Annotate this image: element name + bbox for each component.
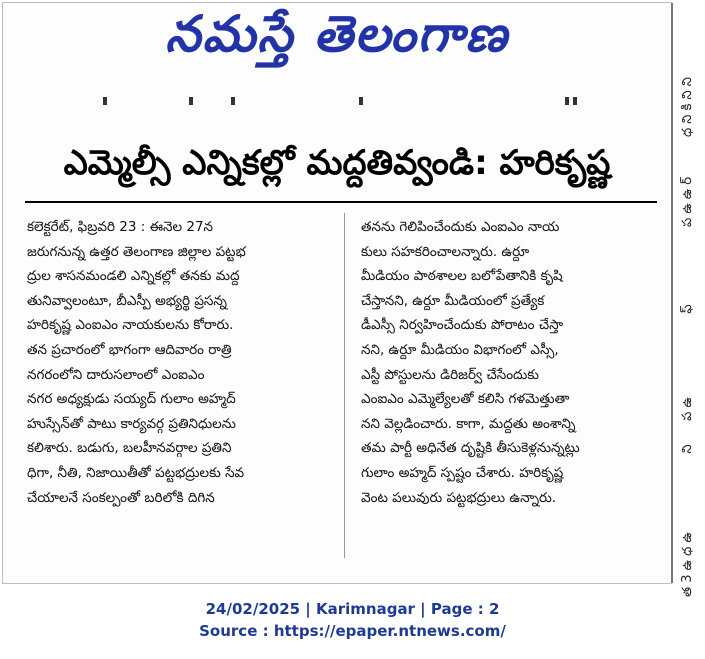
adjacent-text-fragment: ఫ్ bbox=[680, 304, 695, 314]
adjacent-column-fragment bbox=[676, 77, 702, 597]
article-line-left: తునివ్వాలంటూ, బీఎస్పీ అభ్యర్థి ప్రసన్న bbox=[27, 292, 227, 309]
article-line-left: కలిశారు. బడుగు, బలహీనవర్గాల ప్రతిని bbox=[27, 440, 232, 457]
adjacent-text-fragment: ధ ని కి ని ని bbox=[680, 77, 695, 137]
article-line-right: వెంట పలువురు పట్టభద్రులు ఉన్నారు. bbox=[361, 489, 557, 506]
clipping-right-edge bbox=[671, 3, 673, 583]
article-line-left: ధిగా, నీతి, నిజాయితీతో పట్టభద్రులకు సేవ bbox=[27, 464, 245, 481]
headline-divider bbox=[25, 201, 657, 203]
article-line-left: తన ప్రచారంలో భాగంగా ఆదివారం రాత్రి bbox=[27, 341, 232, 358]
article-line-right: తనను గెలిపించేందుకు ఎంఐఎం నాయ bbox=[361, 219, 560, 235]
footer-source-url: Source : https://epaper.ntnews.com/ bbox=[199, 622, 506, 640]
article-line-right: ఎంఐఎం ఎమ్మెల్యేలతో కలిసి గళమెత్తుతా bbox=[361, 391, 570, 408]
article-line-left: నగర అధ్యక్షుడు సయ్యద్ గులాం అహ్మద్ bbox=[27, 391, 236, 408]
article-line-left: హుస్సేన్‌తో పాటు కార్యవర్గ ప్రతినిధులను bbox=[27, 415, 236, 432]
adjacent-text-fragment: త 3 ఉ bbox=[680, 559, 695, 597]
newspaper-clipping bbox=[2, 2, 672, 584]
article-line-right: నని, ఉర్దూ మీడియం విభాగంలో ఎస్సీ, bbox=[361, 341, 559, 358]
source-footer bbox=[0, 598, 705, 642]
adjacent-text-fragment: ప ఉ ఉ ర్ bbox=[680, 176, 695, 227]
article-line-left: కలెక్టరేట్, ఫిబ్రవరి 23 : ఈనెల 27న bbox=[27, 219, 214, 235]
adjacent-text-fragment: ప ఉ bbox=[680, 397, 695, 421]
article-line-right: నని వెల్లడించారు. కాగా, మద్దతు అంశాన్ని bbox=[361, 415, 576, 432]
column-rule bbox=[344, 213, 345, 558]
adjacent-text-fragment: ధ ఉ bbox=[680, 532, 695, 556]
article-line-right: గులాం అహ్మద్ స్పష్టం చేశారు. హరికృష్ణ bbox=[361, 464, 564, 481]
article-column-right bbox=[361, 215, 661, 510]
article-column-left bbox=[27, 215, 327, 510]
article-line-right: కులు సహకరించాలన్నారు. ఉర్దూ bbox=[361, 243, 530, 260]
article-line-right: ఎస్టీ పోస్టులను డిరిజర్వ్ చేసేందుకు bbox=[361, 366, 539, 383]
article-line-left: చేయాలనే సంకల్పంతో బరిలోకి దిగిన bbox=[27, 489, 215, 506]
adjacent-text-fragment: ని bbox=[680, 444, 695, 454]
article-headline: ఎమ్మెల్సీ ఎన్నికల్లో మద్దతివ్వండి: హరికృష్ణ bbox=[63, 143, 611, 183]
article-line-right: డీఎస్సీ నిర్వహించేందుకు పోరాటం చేస్తా bbox=[361, 317, 563, 334]
article-line-right: చేస్తానని, ఉర్దూ మీడియంలో ప్రత్యేక bbox=[361, 292, 545, 309]
footer-date-page: 24/02/2025 | Karimnagar | Page : 2 bbox=[205, 600, 500, 618]
article-line-right: మీడియం పాఠశాలల బలోపేతానికి కృషి bbox=[361, 268, 563, 285]
article-line-left: ద్రుల శాసనమండలి ఎన్నికల్లో తనకు మద్ద bbox=[27, 268, 240, 285]
newspaper-masthead: నమస్తే తెలంగాణ bbox=[165, 4, 509, 63]
article-line-right: తమ పార్టీ అధినేత దృష్టికి తీసుకెళ్లనున్నట్లు bbox=[361, 440, 580, 457]
article-line-left: హరికృష్ణ ఎంఐఎం నాయకులను కోరారు. bbox=[27, 317, 234, 334]
article-line-left: నగరంలోని దారుసలాంలో ఎంఐఎం bbox=[27, 366, 205, 383]
cropped-dateline-strip bbox=[103, 97, 583, 107]
article-line-left: జరుగనున్న ఉత్తర తెలంగాణ జిల్లాల పట్టభ bbox=[27, 243, 246, 260]
